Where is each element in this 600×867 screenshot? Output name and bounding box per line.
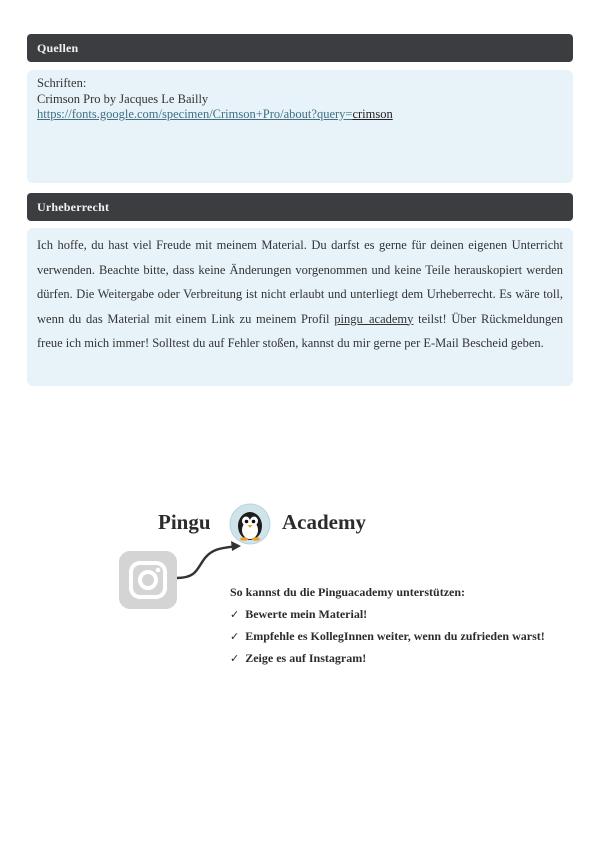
support-title: So kannst du die Pinguacademy unterstützen:: [230, 585, 466, 599]
checkmark-icon: ✓: [230, 630, 240, 643]
section-header-quellen: [27, 34, 573, 62]
font-credit: Crimson Pro by Jacques Le Bailly: [37, 91, 209, 106]
copyright-text: Ich hoffe, du hast viel Freude mit meinem Material. Du darfst es gerne für deinen eigenen Unterricht verwenden. Beachte bitte, dass keine Änderungen vorgenommen und keine Teile herauskopiert werden dürfen. Die Weitergabe oder Verbreitung ist nicht erlaubt und unterliegt dem Urheberrecht. Es wäre toll, wenn du das Material mit einem Link zu meinem Profil: [37, 238, 563, 326]
support-item-text: Empfehle es KollegInnen weiter, wenn du zufrieden warst!: [245, 629, 545, 643]
font-link-url[interactable]: https://fonts.google.com/specimen/Crimson+Pro/about?query=: [37, 107, 353, 121]
sources-box: [27, 70, 573, 183]
font-link[interactable]: [37, 107, 563, 123]
copyright-box: [27, 228, 573, 386]
support-item-text: Zeige es auf Instagram!: [245, 651, 367, 665]
support-item: [230, 629, 545, 644]
checkmark-icon: ✓: [230, 608, 240, 621]
support-list: [230, 585, 545, 673]
fonts-label: Schriften:: [37, 76, 87, 90]
section-title: Quellen: [37, 41, 79, 55]
support-item-text: Bewerte mein Material!: [245, 607, 368, 621]
font-link-query[interactable]: crimson: [352, 107, 393, 121]
checkmark-icon: ✓: [230, 652, 240, 665]
brand-name-left: Pingu: [158, 510, 211, 534]
brand-name-right: Academy: [282, 510, 366, 534]
arrow-icon: [175, 538, 245, 588]
section-header-urheberrecht: [27, 193, 573, 221]
profile-link[interactable]: pingu_academy: [334, 311, 414, 326]
copyright-text-end: teilst! Über Rückmeldungen freue ich mich immer! Solltest du auf Fehler stoßen, kannst du mir gerne per E-Mail Bescheid geben.: [37, 311, 563, 350]
instagram-icon: [119, 551, 177, 609]
section-title: Urheberrecht: [37, 200, 110, 214]
support-item: [230, 651, 545, 666]
support-item: [230, 607, 545, 622]
